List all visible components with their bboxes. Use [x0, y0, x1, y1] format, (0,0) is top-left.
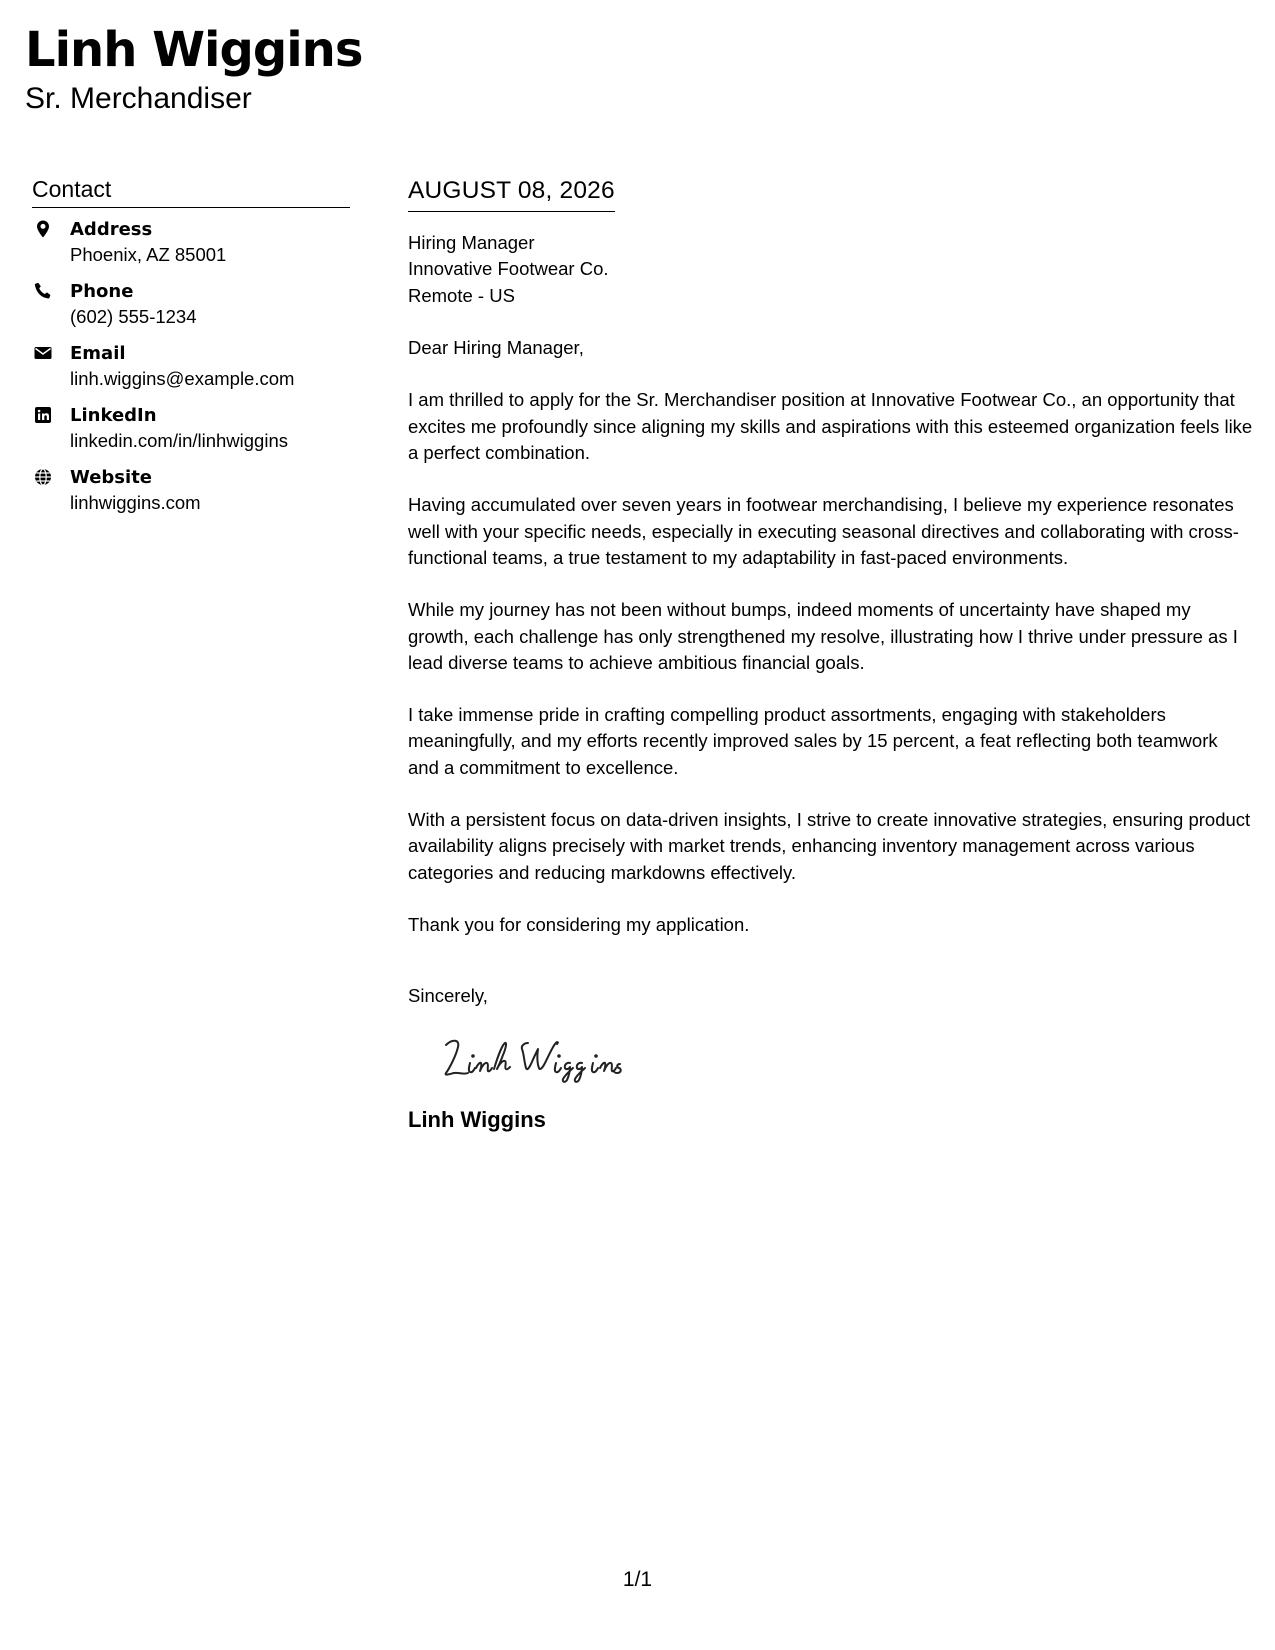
- contact-item-address: [32, 218, 350, 267]
- contact-item-email: [32, 342, 350, 391]
- letter-date: AUGUST 08, 2026: [408, 176, 615, 212]
- page-number: 1/1: [622, 1568, 653, 1591]
- contact-heading: Contact: [32, 176, 350, 208]
- recipient-company: Innovative Footwear Co.: [408, 258, 609, 280]
- body-paragraph: Having accumulated over seven years in footwear merchandising, I believe my experience resonates well with your specific needs, especially in executing seasonal directives and collaborating with cross-functional teams, a true testament to my adaptability in fast-paced environments.: [408, 494, 1239, 568]
- linkedin-icon: [33, 405, 53, 425]
- body-paragraph: With a persistent focus on data-driven insights, I strive to create innovative strategies, ensuring product availability aligns precisely with market trends, enhancing inventory management across various categories and reducing markdowns effectively.: [408, 808, 1251, 883]
- thanks-line: Thank you for considering my application.: [408, 913, 750, 935]
- globe-icon: [33, 467, 53, 487]
- phone-icon: [33, 281, 53, 301]
- body-paragraph: While my journey has not been without bumps, indeed moments of uncertainty have shaped my growth, each challenge has only strengthened my resolve, illustrating how I thrive under pressure as I lead diverse teams to achieve ambitious financial goals.: [408, 599, 1238, 673]
- map-pin-icon: [33, 219, 53, 239]
- website-value[interactable]: linhwiggins.com: [70, 491, 201, 513]
- candidate-name: Linh Wiggins: [25, 22, 363, 78]
- contact-item-website: [32, 466, 350, 515]
- phone-value: (602) 555-1234: [70, 305, 197, 327]
- body-paragraph: I am thrilled to apply for the Sr. Merchandiser position at Innovative Footwear Co., an opportunity that excites me profoundly since aligning my skills and aspirations with this esteemed organization feels like a perfect combination.: [408, 389, 1253, 464]
- signed-name: Linh Wiggins: [408, 1107, 546, 1133]
- job-title: Sr. Merchandiser: [25, 82, 252, 115]
- linkedin-value[interactable]: linkedin.com/in/linhwiggins: [70, 429, 288, 451]
- handwritten-signature: [432, 1029, 1253, 1099]
- contact-item-phone: [32, 280, 350, 329]
- contact-label: Email: [70, 342, 126, 364]
- recipient-block: [408, 230, 1253, 310]
- email-value[interactable]: linh.wiggins@example.com: [70, 367, 295, 389]
- closing: Sincerely,: [408, 985, 488, 1007]
- envelope-icon: [33, 343, 53, 363]
- cover-letter-body: [408, 176, 1253, 1134]
- contact-label: LinkedIn: [70, 404, 157, 426]
- contact-label: Website: [70, 466, 153, 488]
- contact-item-linkedin: [32, 404, 350, 453]
- contact-sidebar: [32, 176, 350, 528]
- address-value: Phoenix, AZ 85001: [70, 243, 227, 265]
- body-paragraph: I take immense pride in crafting compelling product assortments, engaging with stakeholders meaningfully, and my efforts recently improved sales by 15 percent, a feat reflecting both teamwork and a commitment to excellence.: [408, 704, 1218, 778]
- greeting: Dear Hiring Manager,: [408, 337, 584, 359]
- contact-label: Address: [70, 218, 153, 240]
- contact-label: Phone: [70, 280, 134, 302]
- recipient-location: Remote - US: [408, 284, 515, 306]
- recipient-name: Hiring Manager: [408, 231, 535, 253]
